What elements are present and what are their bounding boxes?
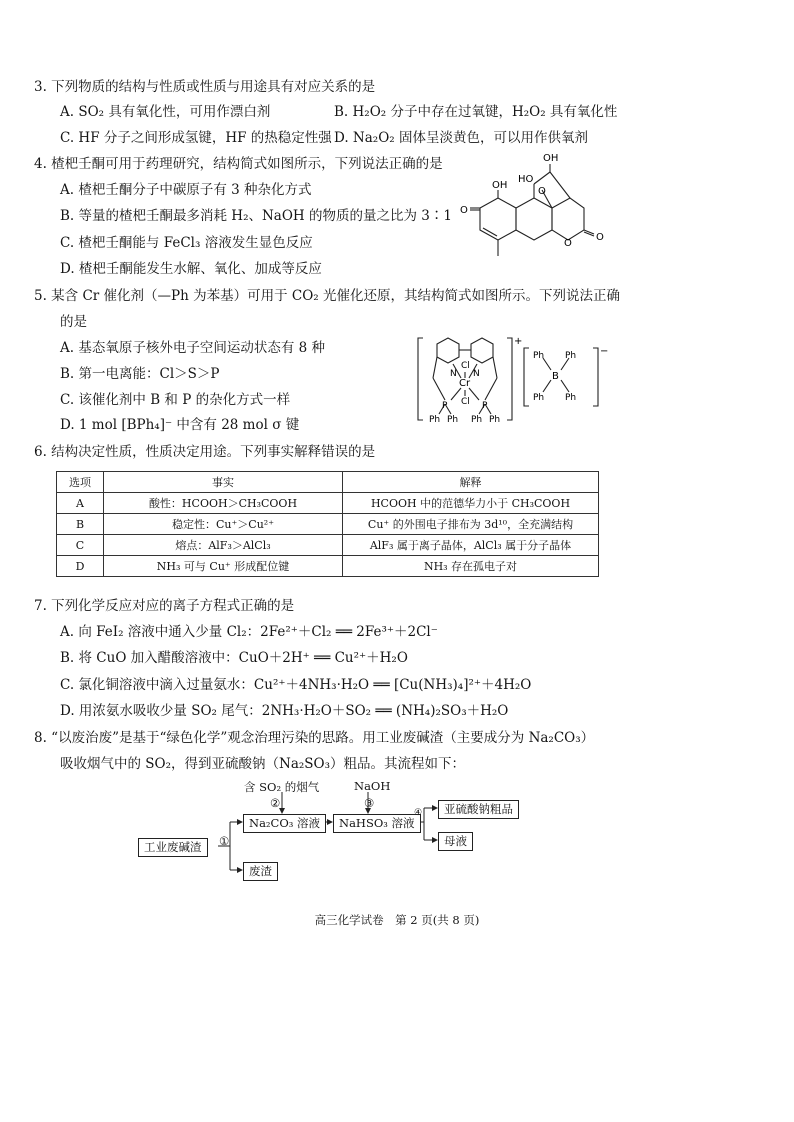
- q5-label-n-right: N: [473, 369, 480, 379]
- q3-option-c: C. HF 分子之间形成氢键，HF 的热稳定性强: [60, 130, 332, 146]
- q8-stem-line-2: 吸收烟气中的 SO₂，得到亚硫酸钠（Na₂SO₃）粗品。其流程如下：: [60, 756, 466, 772]
- q4-option-d: D. 楂杷壬酮能发生水解、氧化、加成等反应: [60, 261, 322, 277]
- page-footer: 高三化学试卷 第 2 页(共 8 页): [314, 913, 480, 927]
- q6-stem: 6. 结构决定性质，性质决定用途。下列事实解释错误的是: [34, 444, 376, 460]
- q5-option-d: D. 1 mol [BPh₄]⁻ 中含有 28 mol σ 键: [60, 417, 300, 433]
- q5-stem-line-2: 的是: [60, 314, 87, 330]
- q5-label-ph-2: Ph: [447, 415, 459, 425]
- cell-fact: 稳定性：Cu⁺＞Cu²⁺: [104, 514, 343, 535]
- q5-label-n-left: N: [450, 369, 457, 379]
- q7-option-d: D. 用浓氨水吸收少量 SO₂ 尾气：2NH₃·H₂O＋SO₂ ══ (NH₄)₂SO₃＋H₂O: [60, 703, 509, 719]
- flow-step-1: ①: [219, 834, 230, 848]
- cell-option: D: [57, 556, 104, 577]
- q5-anion-ph-4: Ph: [565, 393, 577, 403]
- q7-option-a: A. 向 FeI₂ 溶液中通入少量 Cl₂：2Fe²⁺＋Cl₂ ══ 2Fe³⁺＋2Cl⁻: [60, 624, 438, 640]
- q5-option-c: C. 该催化剂中 B 和 P 的杂化方式一样: [60, 392, 291, 408]
- q3-option-a: A. SO₂ 具有氧化性，可用作漂白剂: [60, 104, 271, 120]
- flow-input-naoh: NaOH: [354, 779, 391, 793]
- q7-stem: 7. 下列化学反应对应的离子方程式正确的是: [34, 598, 295, 614]
- flow-input-so2-flue-gas: 含 SO₂ 的烟气: [244, 780, 320, 794]
- q5-anion-ph-1: Ph: [533, 351, 545, 361]
- flow-step-2: ②: [270, 796, 281, 810]
- q4-label-oh-2: OH: [543, 153, 559, 164]
- q4-label-o-bridge: O: [538, 186, 546, 197]
- cell-option: C: [57, 535, 104, 556]
- flow-box-product: 亚硫酸钠粗品: [438, 800, 519, 819]
- q5-option-a: A. 基态氧原子核外电子空间运动状态有 8 种: [60, 340, 326, 356]
- q7-option-b: B. 将 CuO 加入醋酸溶液中：CuO＋2H⁺ ══ Cu²⁺＋H₂O: [60, 650, 408, 666]
- cell-explanation: Cu⁺ 的外围电子排布为 3d¹⁰，全充满结构: [343, 514, 599, 535]
- q4-label-oh-1: OH: [492, 180, 508, 191]
- cell-option: B: [57, 514, 104, 535]
- q5-stem-line-1: 5. 某含 Cr 催化剂（—Ph 为苯基）可用于 CO₂ 光催化还原，其结构简式如图所示。下列说法正确: [34, 288, 620, 304]
- q4-option-a: A. 楂杷壬酮分子中碳原子有 3 种杂化方式: [60, 182, 312, 198]
- q4-option-b: B. 等量的楂杷壬酮最多消耗 H₂、NaOH 的物质的量之比为 3∶1: [60, 208, 452, 224]
- q5-label-b: B: [552, 371, 559, 382]
- q5-label-cl-top: Cl: [461, 361, 470, 371]
- cell-fact: NH₃ 可与 Cu⁺ 形成配位键: [104, 556, 343, 577]
- q5-anion-charge: −: [600, 346, 609, 357]
- header-explanation: 解释: [343, 472, 599, 493]
- flow-box-nahso3: NaHSO₃ 溶液: [333, 814, 421, 833]
- q5-label-p-right: P: [482, 401, 488, 411]
- header-option: 选项: [57, 472, 104, 493]
- flow-step-3: ③: [364, 796, 375, 810]
- cell-explanation: AlF₃ 属于离子晶体，AlCl₃ 属于分子晶体: [343, 535, 599, 556]
- q3-option-d: D. Na₂O₂ 固体呈淡黄色，可以用作供氧剂: [334, 130, 588, 146]
- cell-fact: 熔点：AlF₃＞AlCl₃: [104, 535, 343, 556]
- q5-label-ph-3: Ph: [471, 415, 483, 425]
- q5-label-ph-4: Ph: [489, 415, 501, 425]
- q5-label-ph-1: Ph: [429, 415, 441, 425]
- header-fact: 事实: [104, 472, 343, 493]
- q4-label-o-lactone: O: [596, 232, 604, 243]
- q3-option-b: B. H₂O₂ 分子中存在过氧键，H₂O₂ 具有氧化性: [334, 104, 618, 120]
- cell-fact: 酸性：HCOOH＞CH₃COOH: [104, 493, 343, 514]
- q3-stem: 3. 下列物质的结构与性质或性质与用途具有对应关系的是: [34, 79, 376, 95]
- q5-option-b: B. 第一电离能：Cl＞S＞P: [60, 366, 220, 382]
- flow-box-na2co3: Na₂CO₃ 溶液: [243, 814, 326, 833]
- cell-explanation: NH₃ 存在孤电子对: [343, 556, 599, 577]
- q4-label-o-ketone: O: [460, 205, 468, 216]
- q4-stem: 4. 楂杷壬酮可用于药理研究，结构简式如图所示，下列说法正确的是: [34, 156, 443, 172]
- cell-explanation: HCOOH 中的范德华力小于 CH₃COOH: [343, 493, 599, 514]
- flow-box-mother-liquor: 母液: [438, 832, 473, 851]
- cell-option: A: [57, 493, 104, 514]
- q7-option-c: C. 氯化铜溶液中滴入过量氨水：Cu²⁺＋4NH₃·H₂O ══ [Cu(NH₃)₄]²⁺＋4H₂O: [60, 677, 532, 693]
- q5-label-p-left: P: [442, 401, 448, 411]
- q8-stem-line-1: 8. “以废治废”是基于“绿色化学”观念治理污染的思路。用工业废碱渣（主要成分为 Na₂CO₃）: [34, 730, 595, 746]
- q5-anion-ph-2: Ph: [565, 351, 577, 361]
- flow-step-4: ④: [414, 808, 423, 818]
- flow-box-residue: 废渣: [243, 862, 278, 881]
- flow-box-industrial-waste: 工业废碱渣: [138, 838, 208, 857]
- q5-cation-charge: +: [514, 336, 523, 347]
- q5-label-cl-bottom: Cl: [461, 397, 470, 407]
- q5-label-cr: Cr: [459, 378, 471, 389]
- q5-anion-ph-3: Ph: [533, 393, 545, 403]
- q4-label-ho: HO: [518, 174, 534, 185]
- q4-label-o-ring: O: [564, 238, 572, 249]
- q4-option-c: C. 楂杷壬酮能与 FeCl₃ 溶液发生显色反应: [60, 235, 313, 251]
